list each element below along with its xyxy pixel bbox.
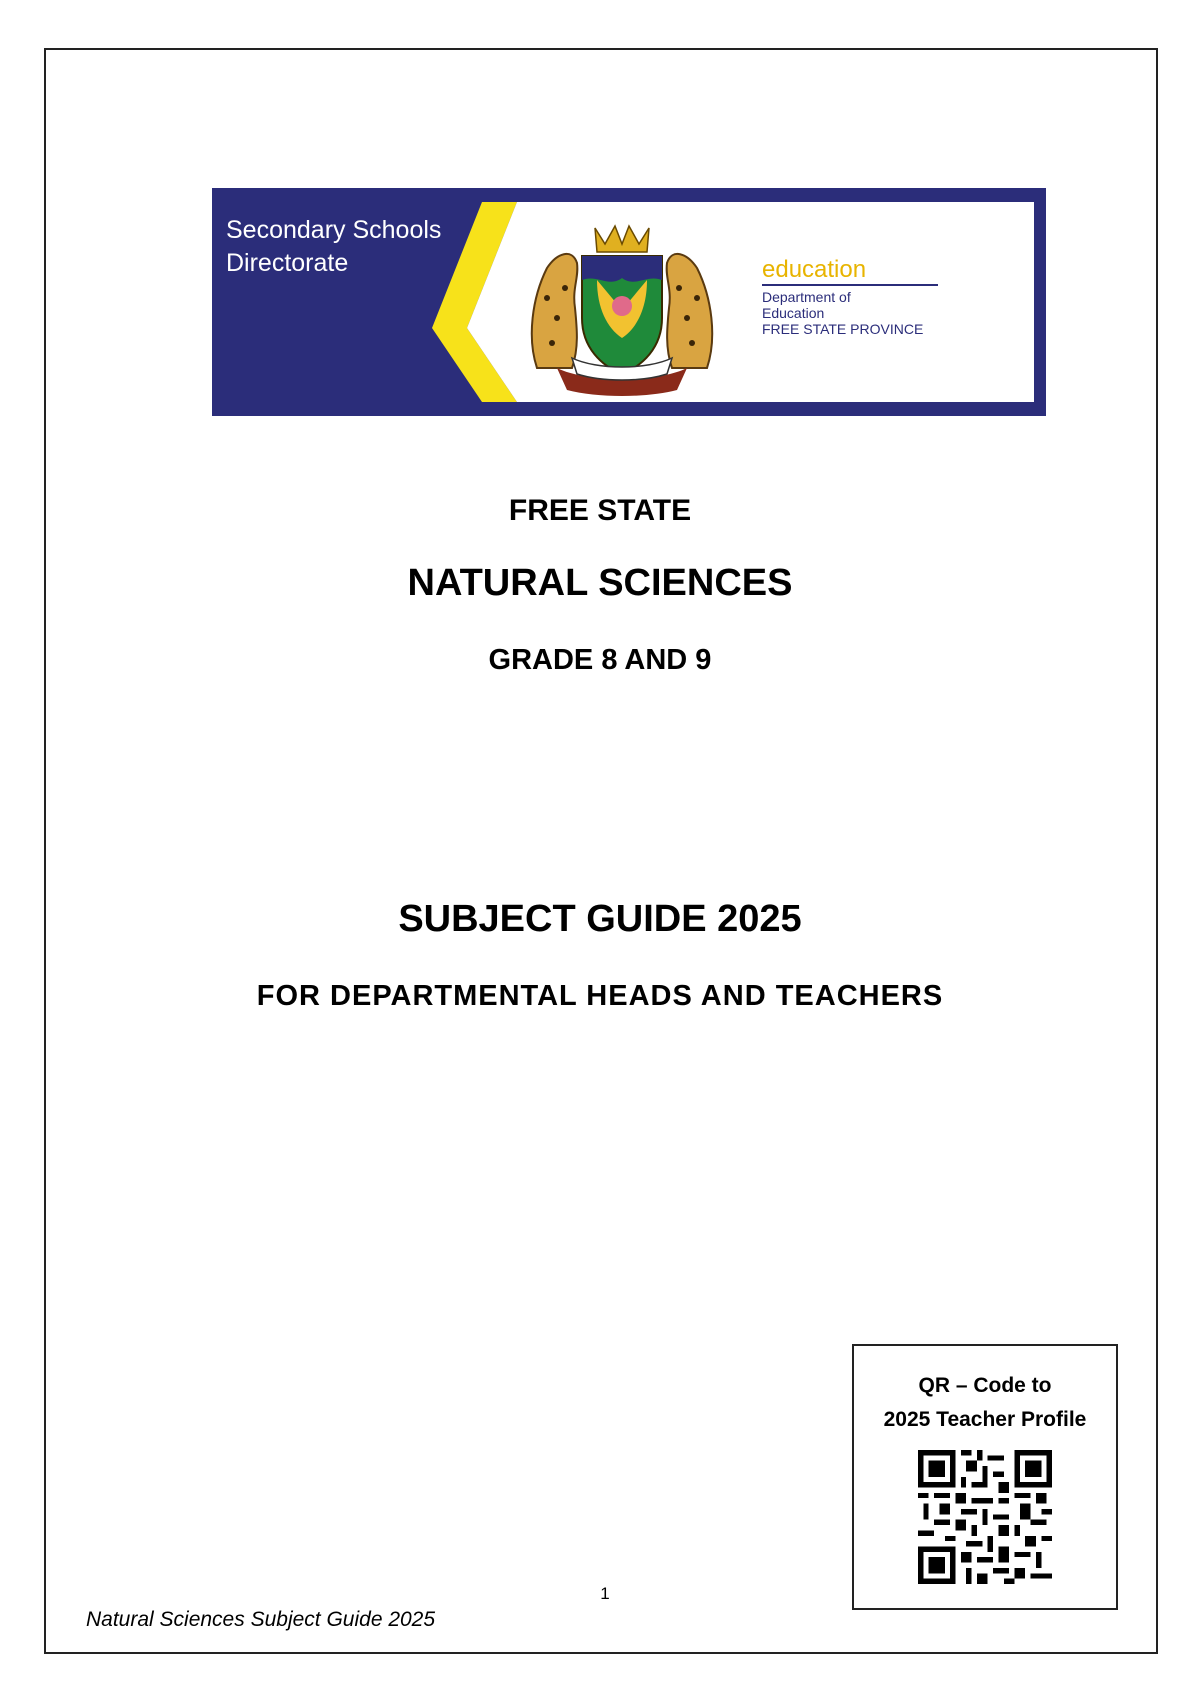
qr-code-icon[interactable] bbox=[918, 1450, 1052, 1584]
qr-caption-line-2: 2025 Teacher Profile bbox=[883, 1408, 1087, 1431]
department-line-1: Department of bbox=[762, 289, 851, 305]
audience-subtitle: FOR DEPARTMENTAL HEADS AND TEACHERS bbox=[256, 980, 944, 1012]
directorate-name bbox=[226, 214, 441, 280]
department-line-2: Education bbox=[762, 305, 825, 321]
qr-code-panel bbox=[852, 1344, 1118, 1610]
department-line-3: FREE STATE PROVINCE bbox=[762, 321, 924, 337]
directorate-banner bbox=[212, 188, 1046, 416]
directorate-line-1: Secondary Schools bbox=[226, 216, 442, 244]
page-number: 1 bbox=[600, 1584, 610, 1603]
province-heading: FREE STATE bbox=[508, 494, 692, 527]
department-logo-word: education bbox=[762, 256, 867, 283]
department-logo-underline bbox=[762, 284, 938, 286]
footer-text: Natural Sciences Subject Guide 2025 bbox=[86, 1608, 436, 1631]
qr-caption-line-1: QR – Code to bbox=[918, 1374, 1052, 1397]
coat-of-arms-icon bbox=[517, 218, 727, 398]
guide-title: SUBJECT GUIDE 2025 bbox=[398, 898, 802, 940]
grade-heading: GRADE 8 AND 9 bbox=[488, 644, 712, 676]
department-name bbox=[762, 289, 923, 337]
subject-heading: NATURAL SCIENCES bbox=[407, 562, 793, 604]
directorate-line-2: Directorate bbox=[226, 249, 349, 277]
